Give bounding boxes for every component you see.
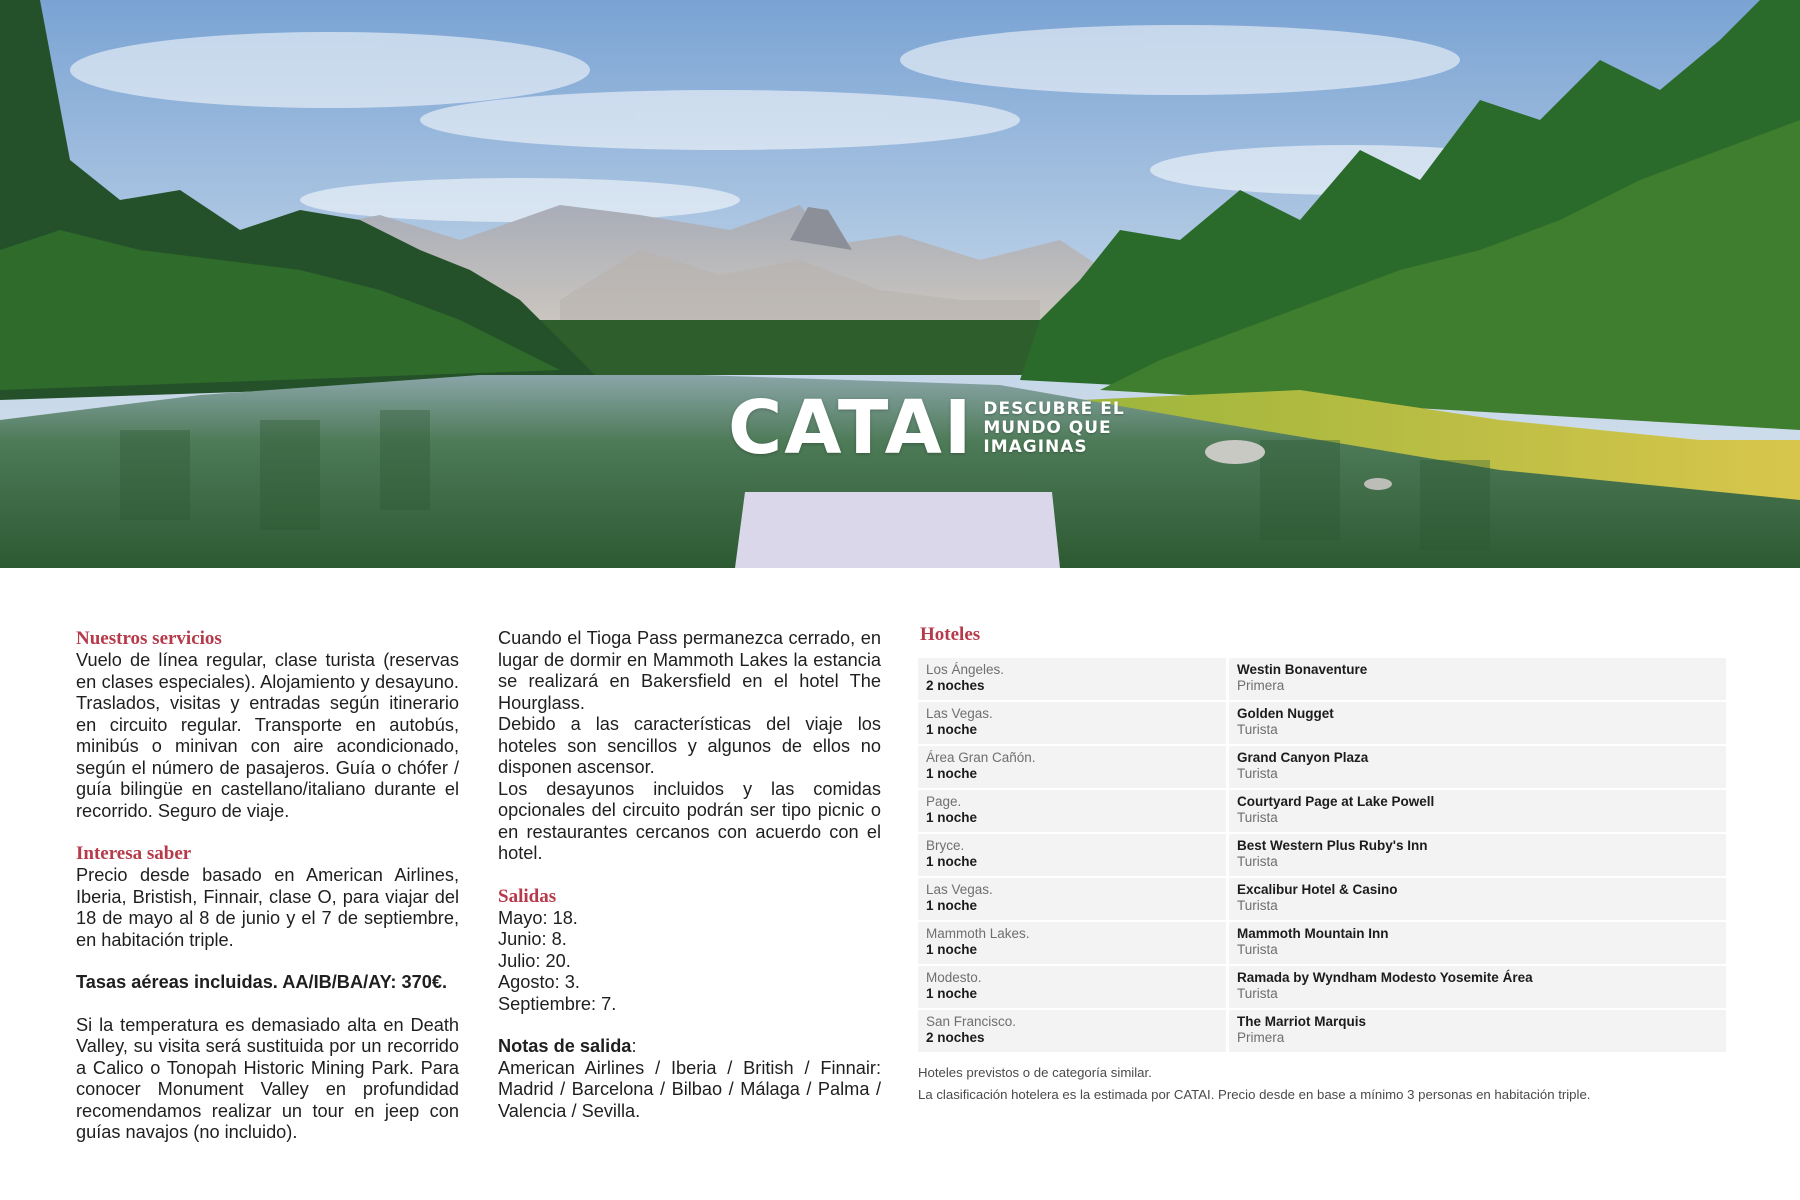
- salidas-heading: Salidas: [498, 885, 557, 907]
- tagline-line: MUNDO QUE: [983, 417, 1112, 438]
- hotel-category: Turista: [1237, 809, 1278, 825]
- city-cell: [918, 966, 1226, 1008]
- table-row: [918, 702, 1726, 744]
- table-row: [918, 1010, 1726, 1052]
- salida-item: Julio: 20.: [498, 950, 571, 971]
- nights-count: 1 noche: [926, 897, 978, 913]
- nuestros-servicios-heading: Nuestros servicios: [76, 628, 222, 649]
- notas-salida-colon: :: [631, 1036, 637, 1056]
- hotel-category: Turista: [1237, 721, 1278, 737]
- city-cell: [918, 878, 1226, 920]
- breakfast-note: Los desayunos incluidos y las comidas opcionales del circuito podrán ser tipo picnic o en restaurantes cercanos con acuerdo con el hotel.: [498, 778, 881, 863]
- nights-count: 1 noche: [926, 853, 978, 869]
- hotel-category: Turista: [1237, 765, 1278, 781]
- info-column-middle: [498, 628, 881, 1122]
- salida-item: Mayo: 18.: [498, 907, 578, 928]
- hotel-category: Primera: [1237, 1029, 1285, 1045]
- nights-count: 1 noche: [926, 721, 978, 737]
- hotels-section: [918, 624, 1726, 1105]
- nights-count: 1 noche: [926, 809, 978, 825]
- interesa-saber-heading: Interesa saber: [76, 843, 192, 864]
- table-row: [918, 878, 1726, 920]
- hotel-category: Turista: [1237, 897, 1278, 913]
- brand-tagline: [983, 400, 1124, 457]
- notas-salida-title: Notas de salida: [498, 1036, 632, 1056]
- salida-item: Junio: 8.: [498, 929, 567, 949]
- hotel-category: Primera: [1237, 677, 1285, 693]
- city-name: San Francisco.: [926, 1014, 1017, 1029]
- hotel-category: Turista: [1237, 941, 1278, 957]
- notas-salida-text: American Airlines / Iberia / British / Finnair: Madrid / Barcelona / Bilbao / Málaga / Palma / Valencia / Sevilla.: [498, 1057, 881, 1121]
- table-row: [918, 790, 1726, 832]
- nights-count: 1 noche: [926, 765, 978, 781]
- lake-forest-photo: [0, 0, 1800, 568]
- hotel-cell: [1229, 746, 1726, 788]
- hotel-name: Excalibur Hotel & Casino: [1237, 882, 1398, 897]
- city-cell: [918, 922, 1226, 964]
- info-column-left: [76, 628, 459, 1144]
- city-name: Page.: [926, 794, 962, 809]
- table-row: [918, 966, 1726, 1008]
- city-cell: [918, 746, 1226, 788]
- table-row: [918, 922, 1726, 964]
- death-valley-note: Si la temperatura es demasiado alta en Death Valley, su visita será sustituida por un recorrido a Calico o Tonopah Historic Mining Park. Para conocer Monument Valley en profundidad recomendamos realizar un tour en jeep con guías navajos (no incluido).: [76, 1014, 459, 1142]
- hotel-cell: [1229, 922, 1726, 964]
- hotel-name: The Marriot Marquis: [1237, 1014, 1367, 1029]
- footnote: La clasificación hotelera es la estimada por CATAI. Precio desde en base a mínimo 3 personas en habitación triple.: [918, 1086, 1591, 1102]
- city-cell: [918, 702, 1226, 744]
- city-name: Modesto.: [926, 970, 982, 985]
- salida-item: Septiembre: 7.: [498, 993, 617, 1014]
- hotel-cell: [1229, 878, 1726, 920]
- hotels-table: [918, 658, 1726, 1052]
- city-name: Las Vegas.: [926, 706, 993, 721]
- tagline-line: IMAGINAS: [983, 436, 1088, 457]
- nights-count: 2 noches: [926, 677, 985, 693]
- hoteles-heading: Hoteles: [920, 624, 981, 645]
- interesa-saber-text: Precio desde basado en American Airlines, Iberia, Bristish, Finnair, clase O, para viajar del 18 de mayo al 8 de junio y el 7 de septiembre, en habitación triple.: [76, 865, 459, 950]
- city-cell: [918, 834, 1226, 876]
- nights-count: 1 noche: [926, 941, 978, 957]
- city-cell: [918, 790, 1226, 832]
- hotels-simple-note: Debido a las características del viaje los hoteles son sencillos y algunos de ellos no disponen ascensor.: [498, 714, 881, 777]
- nuestros-servicios-text: Vuelo de línea regular, clase turista (reservas en clases especiales). Alojamiento y desayuno. Traslados, visitas y entradas según itinerario en circuito regular. Transporte en autobús, minibús o minivan con aire acondicionado, según el número de pasajeros. Guía o chófer / guía bilingüe en castellano/italiano durante el recorrido. Seguro de viaje.: [76, 650, 459, 821]
- tioga-pass-note: Cuando el Tioga Pass permanezca cerrado, en lugar de dormir en Mammoth Lakes la estancia se realizará en Bakersfield en el hotel The Hourglass.: [498, 628, 881, 713]
- notas-salida-heading: [498, 1036, 881, 1058]
- hotel-name: Westin Bonaventure: [1237, 662, 1368, 677]
- table-row: [918, 658, 1726, 700]
- city-name: Bryce.: [926, 838, 965, 853]
- hotel-cell: [1229, 966, 1726, 1008]
- city-name: Los Ángeles.: [926, 662, 1005, 677]
- tasas-aereas-text: Tasas aéreas incluidas. AA/IB/BA/AY: 370€.: [76, 972, 447, 992]
- hero-landscape-image: [0, 0, 1800, 568]
- hotel-cell: [1229, 834, 1726, 876]
- city-name: Las Vegas.: [926, 882, 993, 897]
- salidas-list: [498, 908, 881, 1016]
- salida-item: Agosto: 3.: [498, 972, 580, 992]
- hotel-category: Turista: [1237, 985, 1278, 1001]
- nights-count: 1 noche: [926, 985, 978, 1001]
- brand-logo: [728, 385, 1125, 471]
- hotels-footnotes: [918, 1062, 1726, 1105]
- table-row: [918, 746, 1726, 788]
- hotel-cell: [1229, 790, 1726, 832]
- hotel-name: Grand Canyon Plaza: [1237, 750, 1369, 765]
- city-cell: [918, 658, 1226, 700]
- hotel-name: Ramada by Wyndham Modesto Yosemite Área: [1237, 970, 1533, 985]
- hotel-name: Best Western Plus Ruby's Inn: [1237, 838, 1428, 853]
- nights-count: 2 noches: [926, 1029, 985, 1045]
- hotel-name: Courtyard Page at Lake Powell: [1237, 794, 1435, 809]
- tagline-line: DESCUBRE EL: [983, 398, 1125, 419]
- city-name: Mammoth Lakes.: [926, 926, 1030, 941]
- hotel-cell: [1229, 658, 1726, 700]
- table-row: [918, 834, 1726, 876]
- hotel-cell: [1229, 1010, 1726, 1052]
- hotel-cell: [1229, 702, 1726, 744]
- city-name: Área Gran Cañón.: [926, 750, 1036, 765]
- hotel-category: Turista: [1237, 853, 1278, 869]
- hotel-name: Golden Nugget: [1237, 706, 1334, 721]
- footnote: Hoteles previstos o de categoría similar.: [918, 1065, 1152, 1080]
- brand-name: CATAI: [728, 385, 974, 471]
- hotel-name: Mammoth Mountain Inn: [1237, 926, 1389, 941]
- city-cell: [918, 1010, 1226, 1052]
